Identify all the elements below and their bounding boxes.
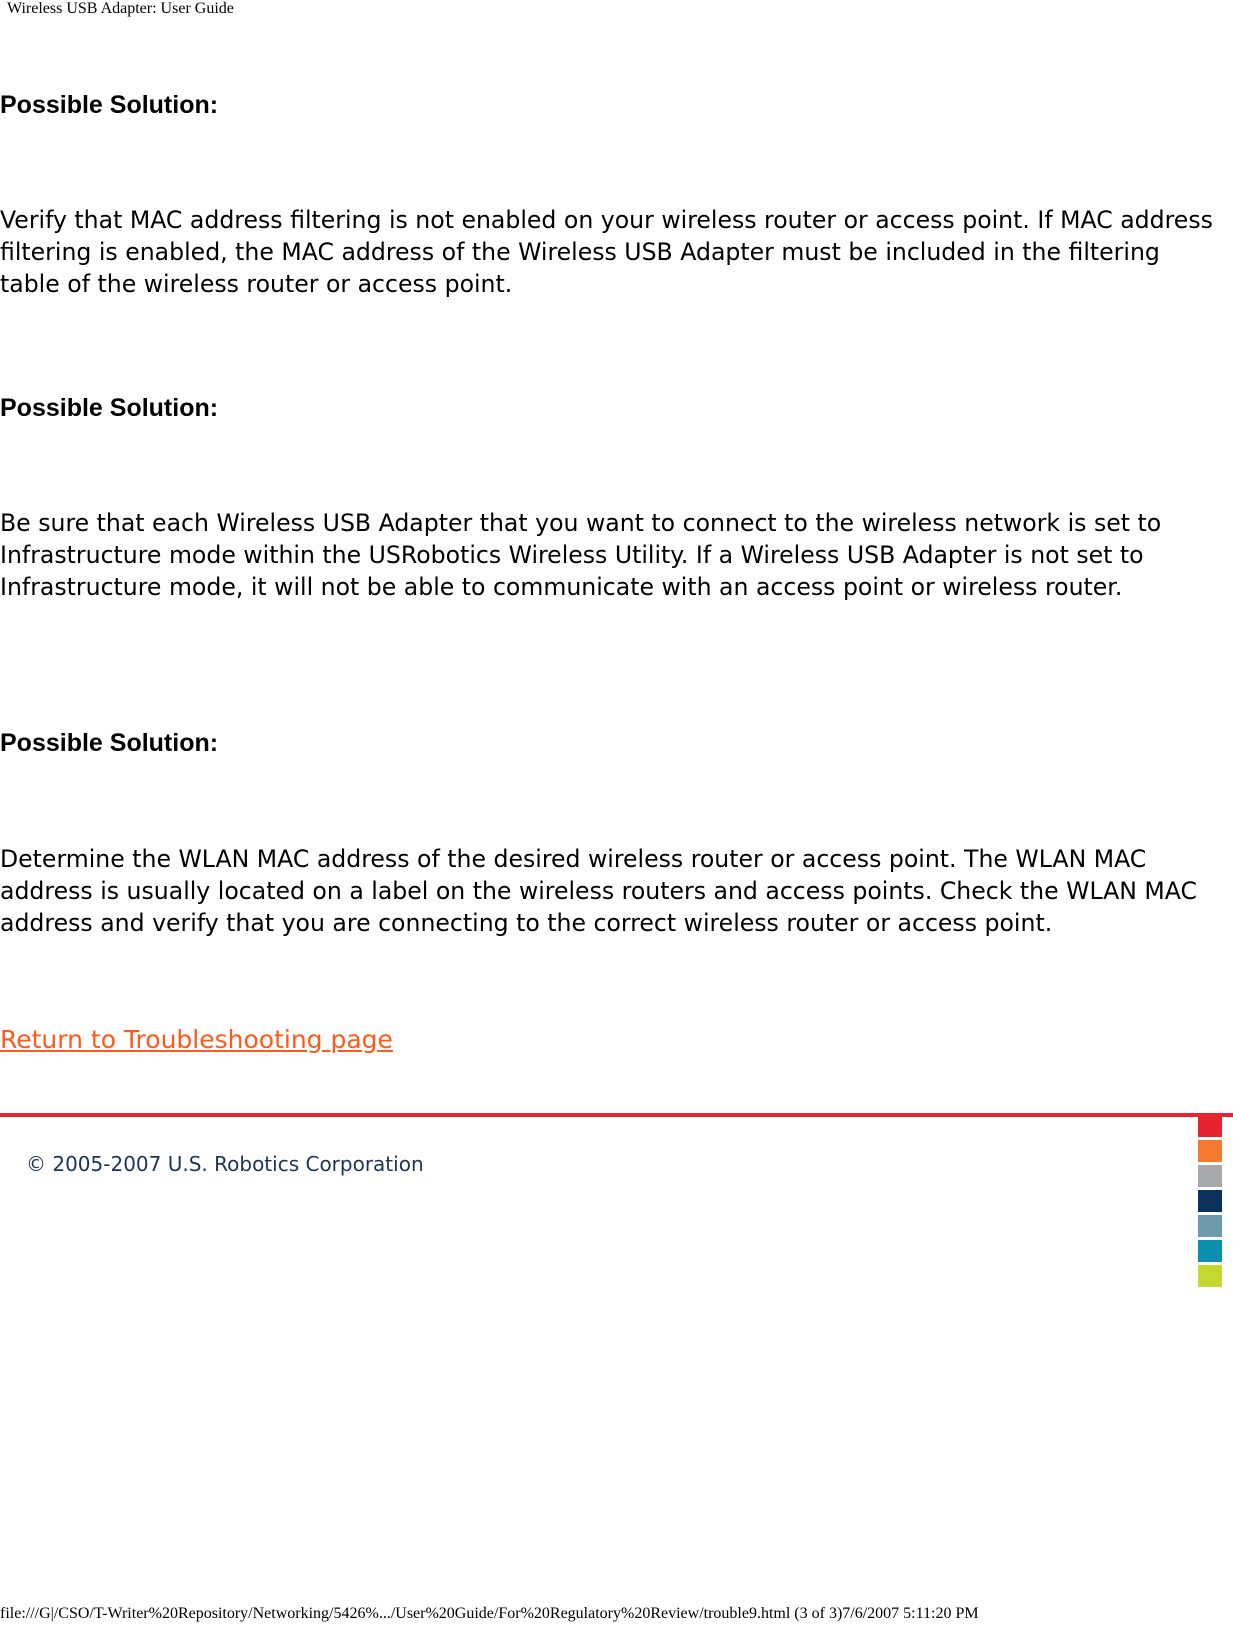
section-heading-3: Possible Solution: [0, 729, 219, 757]
browser-page-header: Wireless USB Adapter: User Guide [7, 0, 234, 17]
steel-blue-swatch [1198, 1215, 1222, 1237]
return-to-troubleshooting-link[interactable]: Return to Troubleshooting page [0, 1025, 393, 1054]
section-text-3: Determine the WLAN MAC address of the desired wireless router or access point. The WLAN MAC address is usually located on a label on the wireless routers and access points. Check the WLAN MAC address and verify that you are connecting to the correct wireless router or access point. [0, 845, 1197, 937]
gray-swatch [1198, 1165, 1222, 1187]
footer-divider [0, 1113, 1233, 1117]
section-text-2: Be sure that each Wireless USB Adapter that you want to connect to the wireless network is set to Infrastructure mode within the USRobotics Wireless Utility. If a Wireless USB Adapter is not set to Infrastructure mode, it will not be able to communicate with an access point or wireless router. [0, 509, 1162, 601]
section-text-1: Verify that MAC address filtering is not enabled on your wireless router or access point. If MAC address filtering is enabled, the MAC address of the Wireless USB Adapter must be included in the filtering table of the wireless router or access point. [0, 206, 1213, 298]
section-heading-2: Possible Solution: [0, 394, 219, 422]
brand-color-swatches [1198, 1115, 1222, 1290]
lime-swatch [1198, 1265, 1222, 1287]
navy-swatch [1198, 1190, 1222, 1212]
red-swatch [1198, 1115, 1222, 1137]
browser-page-footer: file:///G|/CSO/T-Writer%20Repository/Networking/5426%.../User%20Guide/For%20Regulatory%20Review/trouble9.html (3 of 3)7/6/2007 5:11:20 PM [0, 1605, 979, 1622]
section-heading-1: Possible Solution: [0, 91, 219, 119]
orange-swatch [1198, 1140, 1222, 1162]
copyright-text: © 2005-2007 U.S. Robotics Corporation [26, 1152, 424, 1176]
teal-swatch [1198, 1240, 1222, 1262]
